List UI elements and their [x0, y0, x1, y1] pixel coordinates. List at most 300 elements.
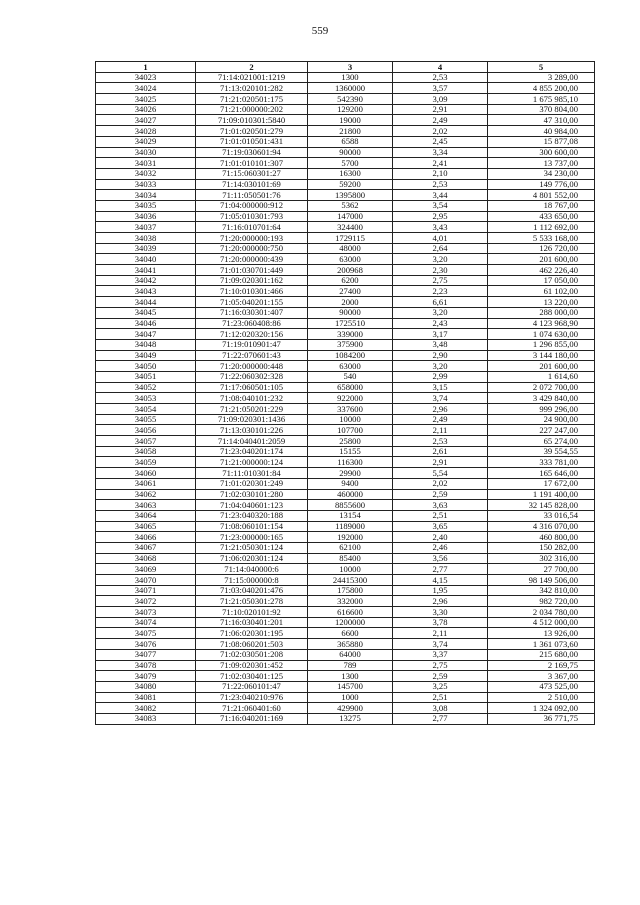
table-row	[96, 382, 595, 393]
area-cell: 1360000	[308, 83, 393, 94]
rate-cell: 2,91	[393, 104, 488, 115]
value-cell: 300 600,00	[488, 147, 595, 158]
table-row	[96, 671, 595, 682]
table-row	[96, 211, 595, 222]
row-number-cell: 34034	[96, 190, 196, 201]
table-row	[96, 692, 595, 703]
area-cell: 24415300	[308, 575, 393, 586]
area-cell: 324400	[308, 222, 393, 233]
rate-cell: 3,25	[393, 681, 488, 692]
row-number-cell: 34050	[96, 361, 196, 372]
row-number-cell: 34045	[96, 307, 196, 318]
row-number-cell: 34061	[96, 478, 196, 489]
table-row	[96, 489, 595, 500]
cadastral-number-cell: 71:21:000000:124	[196, 457, 308, 468]
table-row	[96, 596, 595, 607]
area-cell: 200968	[308, 265, 393, 276]
area-cell: 145700	[308, 681, 393, 692]
value-cell: 17 050,00	[488, 275, 595, 286]
cadastral-number-cell: 71:10:020101:92	[196, 607, 308, 618]
rate-cell: 2,40	[393, 532, 488, 543]
cadastral-number-cell: 71:04:000000:912	[196, 200, 308, 211]
area-cell: 16300	[308, 168, 393, 179]
value-cell: 227 247,00	[488, 425, 595, 436]
cadastral-number-cell: 71:01:020301:249	[196, 478, 308, 489]
cadastral-number-cell: 71:08:060101:154	[196, 521, 308, 532]
cadastral-number-cell: 71:23:060408:86	[196, 318, 308, 329]
table-row	[96, 628, 595, 639]
table-row	[96, 681, 595, 692]
value-cell: 2 510,00	[488, 692, 595, 703]
value-cell: 1 296 855,00	[488, 339, 595, 350]
area-cell: 19000	[308, 115, 393, 126]
area-cell: 1300	[308, 671, 393, 682]
column-header-2: 2	[196, 62, 308, 73]
value-cell: 201 600,00	[488, 361, 595, 372]
table-row	[96, 126, 595, 137]
rate-cell: 3,34	[393, 147, 488, 158]
rate-cell: 3,54	[393, 200, 488, 211]
rate-cell: 2,77	[393, 564, 488, 575]
rate-cell: 2,11	[393, 425, 488, 436]
row-number-cell: 34068	[96, 553, 196, 564]
value-cell: 98 149 506,00	[488, 575, 595, 586]
table-row	[96, 318, 595, 329]
rate-cell: 3,48	[393, 339, 488, 350]
area-cell: 922000	[308, 393, 393, 404]
area-cell: 6200	[308, 275, 393, 286]
row-number-cell: 34032	[96, 168, 196, 179]
rate-cell: 3,30	[393, 607, 488, 618]
cadastral-number-cell: 71:23:040210:976	[196, 692, 308, 703]
table-row	[96, 371, 595, 382]
value-cell: 149 776,00	[488, 179, 595, 190]
table-row	[96, 457, 595, 468]
value-cell: 18 767,00	[488, 200, 595, 211]
table-header-row	[96, 62, 595, 73]
cadastral-number-cell: 71:08:040101:232	[196, 393, 308, 404]
table-row	[96, 222, 595, 233]
table-row	[96, 265, 595, 276]
table-row	[96, 510, 595, 521]
cadastral-number-cell: 71:13:030101:226	[196, 425, 308, 436]
table-row	[96, 179, 595, 190]
value-cell: 4 801 552,00	[488, 190, 595, 201]
area-cell: 5362	[308, 200, 393, 211]
cadastral-number-cell: 71:08:060201:503	[196, 639, 308, 650]
table-row	[96, 94, 595, 105]
row-number-cell: 34077	[96, 649, 196, 660]
row-number-cell: 34048	[96, 339, 196, 350]
row-number-cell: 34036	[96, 211, 196, 222]
row-number-cell: 34074	[96, 617, 196, 628]
cadastral-number-cell: 71:21:000000:202	[196, 104, 308, 115]
area-cell: 9400	[308, 478, 393, 489]
row-number-cell: 34071	[96, 585, 196, 596]
table-row	[96, 585, 595, 596]
cadastral-number-cell: 71:17:060501:105	[196, 382, 308, 393]
rate-cell: 2,41	[393, 158, 488, 169]
table-row	[96, 660, 595, 671]
cadastral-number-cell: 71:03:040201:476	[196, 585, 308, 596]
value-cell: 13 926,00	[488, 628, 595, 639]
cadastral-number-cell: 71:01:010501:431	[196, 136, 308, 147]
area-cell: 540	[308, 371, 393, 382]
row-number-cell: 34053	[96, 393, 196, 404]
table-row	[96, 607, 595, 618]
cadastral-number-cell: 71:06:020301:124	[196, 553, 308, 564]
area-cell: 48000	[308, 243, 393, 254]
row-number-cell: 34049	[96, 350, 196, 361]
area-cell: 375900	[308, 339, 393, 350]
rate-cell: 2,59	[393, 671, 488, 682]
row-number-cell: 34030	[96, 147, 196, 158]
row-number-cell: 34047	[96, 329, 196, 340]
row-number-cell: 34060	[96, 468, 196, 479]
rate-cell: 2,53	[393, 179, 488, 190]
row-number-cell: 34027	[96, 115, 196, 126]
area-cell: 63000	[308, 361, 393, 372]
row-number-cell: 34023	[96, 72, 196, 83]
rate-cell: 3,37	[393, 649, 488, 660]
area-cell: 1725510	[308, 318, 393, 329]
rate-cell: 3,20	[393, 361, 488, 372]
table-row	[96, 575, 595, 586]
area-cell: 5700	[308, 158, 393, 169]
table-row	[96, 104, 595, 115]
rate-cell: 3,20	[393, 307, 488, 318]
table-body	[96, 72, 595, 724]
rate-cell: 2,59	[393, 489, 488, 500]
row-number-cell: 34069	[96, 564, 196, 575]
row-number-cell: 34067	[96, 542, 196, 553]
cadastral-number-cell: 71:22:070601:43	[196, 350, 308, 361]
value-cell: 4 316 070,00	[488, 521, 595, 532]
value-cell: 150 282,00	[488, 542, 595, 553]
row-number-cell: 34059	[96, 457, 196, 468]
table-row	[96, 436, 595, 447]
area-cell: 21800	[308, 126, 393, 137]
cadastral-number-cell: 71:22:060302:328	[196, 371, 308, 382]
row-number-cell: 34054	[96, 404, 196, 415]
table-row	[96, 275, 595, 286]
row-number-cell: 34043	[96, 286, 196, 297]
area-cell: 10000	[308, 414, 393, 425]
row-number-cell: 34064	[96, 510, 196, 521]
row-number-cell: 34080	[96, 681, 196, 692]
cadastral-number-cell: 71:06:020301:195	[196, 628, 308, 639]
area-cell: 1000	[308, 692, 393, 703]
rate-cell: 2,49	[393, 115, 488, 126]
table-row	[96, 168, 595, 179]
value-cell: 34 230,00	[488, 168, 595, 179]
cadastral-number-cell: 71:01:020501:279	[196, 126, 308, 137]
value-cell: 4 123 968,90	[488, 318, 595, 329]
value-cell: 3 289,00	[488, 72, 595, 83]
rate-cell: 3,08	[393, 703, 488, 714]
cadastral-number-cell: 71:16:030301:407	[196, 307, 308, 318]
table-row	[96, 147, 595, 158]
area-cell: 13275	[308, 713, 393, 724]
cadastral-number-cell: 71:21:060401:60	[196, 703, 308, 714]
table-row	[96, 521, 595, 532]
rate-cell: 2,43	[393, 318, 488, 329]
area-cell: 15155	[308, 446, 393, 457]
rate-cell: 3,56	[393, 553, 488, 564]
area-cell: 8855600	[308, 500, 393, 511]
value-cell: 1 324 092,00	[488, 703, 595, 714]
rate-cell: 3,74	[393, 639, 488, 650]
value-cell: 462 226,40	[488, 265, 595, 276]
value-cell: 15 877,08	[488, 136, 595, 147]
area-cell: 1395800	[308, 190, 393, 201]
value-cell: 2 034 780,00	[488, 607, 595, 618]
table-row	[96, 297, 595, 308]
cadastral-number-cell: 71:16:010701:64	[196, 222, 308, 233]
table-row	[96, 329, 595, 340]
area-cell: 90000	[308, 147, 393, 158]
table-row	[96, 414, 595, 425]
cadastral-number-cell: 71:20:000000:750	[196, 243, 308, 254]
row-number-cell: 34062	[96, 489, 196, 500]
row-number-cell: 34035	[96, 200, 196, 211]
row-number-cell: 34081	[96, 692, 196, 703]
table-row	[96, 532, 595, 543]
value-cell: 982 720,00	[488, 596, 595, 607]
table-row	[96, 136, 595, 147]
area-cell: 339000	[308, 329, 393, 340]
value-cell: 1 614,60	[488, 371, 595, 382]
row-number-cell: 34025	[96, 94, 196, 105]
value-cell: 4 512 000,00	[488, 617, 595, 628]
table-row	[96, 713, 595, 724]
value-cell: 215 680,00	[488, 649, 595, 660]
row-number-cell: 34070	[96, 575, 196, 586]
rate-cell: 2,96	[393, 596, 488, 607]
rate-cell: 2,49	[393, 414, 488, 425]
rate-cell: 3,20	[393, 254, 488, 265]
row-number-cell: 34076	[96, 639, 196, 650]
table-row	[96, 158, 595, 169]
cadastral-number-cell: 71:21:050201:229	[196, 404, 308, 415]
cadastral-number-cell: 71:09:020301:452	[196, 660, 308, 671]
rate-cell: 2,23	[393, 286, 488, 297]
rate-cell: 2,96	[393, 404, 488, 415]
rate-cell: 2,46	[393, 542, 488, 553]
rate-cell: 3,43	[393, 222, 488, 233]
row-number-cell: 34058	[96, 446, 196, 457]
row-number-cell: 34026	[96, 104, 196, 115]
table-row	[96, 200, 595, 211]
table-row	[96, 243, 595, 254]
cadastral-number-cell: 71:14:040000:6	[196, 564, 308, 575]
row-number-cell: 34039	[96, 243, 196, 254]
cadastral-number-cell: 71:14:021001:1219	[196, 72, 308, 83]
row-number-cell: 34037	[96, 222, 196, 233]
rate-cell: 2,10	[393, 168, 488, 179]
cadastral-number-cell: 71:09:010301:5840	[196, 115, 308, 126]
area-cell: 85400	[308, 553, 393, 564]
rate-cell: 2,99	[393, 371, 488, 382]
value-cell: 370 804,00	[488, 104, 595, 115]
cadastral-number-cell: 71:23:040320:188	[196, 510, 308, 521]
cadastral-number-cell: 71:09:020301:1436	[196, 414, 308, 425]
rate-cell: 2,45	[393, 136, 488, 147]
row-number-cell: 34041	[96, 265, 196, 276]
rate-cell: 3,74	[393, 393, 488, 404]
value-cell: 126 720,00	[488, 243, 595, 254]
row-number-cell: 34040	[96, 254, 196, 265]
area-cell: 27400	[308, 286, 393, 297]
row-number-cell: 34024	[96, 83, 196, 94]
area-cell: 1200000	[308, 617, 393, 628]
cadastral-number-cell: 71:10:010301:466	[196, 286, 308, 297]
row-number-cell: 34057	[96, 436, 196, 447]
rate-cell: 2,64	[393, 243, 488, 254]
rate-cell: 2,02	[393, 478, 488, 489]
value-cell: 302 316,00	[488, 553, 595, 564]
rate-cell: 2,02	[393, 126, 488, 137]
area-cell: 365880	[308, 639, 393, 650]
area-cell: 429900	[308, 703, 393, 714]
area-cell: 129200	[308, 104, 393, 115]
rate-cell: 3,15	[393, 382, 488, 393]
row-number-cell: 34082	[96, 703, 196, 714]
cadastral-number-cell: 71:02:030501:208	[196, 649, 308, 660]
table-row	[96, 703, 595, 714]
area-cell: 10000	[308, 564, 393, 575]
value-cell: 433 650,00	[488, 211, 595, 222]
table-row	[96, 72, 595, 83]
row-number-cell: 34028	[96, 126, 196, 137]
area-cell: 90000	[308, 307, 393, 318]
value-cell: 288 000,00	[488, 307, 595, 318]
row-number-cell: 34031	[96, 158, 196, 169]
value-cell: 61 102,00	[488, 286, 595, 297]
rate-cell: 2,75	[393, 275, 488, 286]
cadastral-number-cell: 71:01:010101:307	[196, 158, 308, 169]
cadastral-number-cell: 71:23:000000:165	[196, 532, 308, 543]
area-cell: 1084200	[308, 350, 393, 361]
area-cell: 1189000	[308, 521, 393, 532]
cadastral-number-cell: 71:02:030401:125	[196, 671, 308, 682]
table-row	[96, 361, 595, 372]
row-number-cell: 34083	[96, 713, 196, 724]
value-cell: 4 855 200,00	[488, 83, 595, 94]
column-header-5: 5	[488, 62, 595, 73]
row-number-cell: 34038	[96, 233, 196, 244]
rate-cell: 3,44	[393, 190, 488, 201]
page-number: 559	[311, 25, 329, 37]
rate-cell: 3,57	[393, 83, 488, 94]
value-cell: 1 074 630,00	[488, 329, 595, 340]
value-cell: 460 800,00	[488, 532, 595, 543]
value-cell: 342 810,00	[488, 585, 595, 596]
area-cell: 64000	[308, 649, 393, 660]
rate-cell: 2,30	[393, 265, 488, 276]
area-cell: 13154	[308, 510, 393, 521]
table-row	[96, 542, 595, 553]
value-cell: 3 429 840,00	[488, 393, 595, 404]
rate-cell: 3,78	[393, 617, 488, 628]
area-cell: 2000	[308, 297, 393, 308]
table-row	[96, 190, 595, 201]
rate-cell: 3,65	[393, 521, 488, 532]
table-row	[96, 564, 595, 575]
rate-cell: 1,95	[393, 585, 488, 596]
area-cell: 175800	[308, 585, 393, 596]
rate-cell: 2,90	[393, 350, 488, 361]
area-cell: 107700	[308, 425, 393, 436]
rate-cell: 2,53	[393, 436, 488, 447]
table-row	[96, 404, 595, 415]
row-number-cell: 34075	[96, 628, 196, 639]
rate-cell: 2,61	[393, 446, 488, 457]
cadastral-number-cell: 71:12:020320:156	[196, 329, 308, 340]
value-cell: 3 367,00	[488, 671, 595, 682]
row-number-cell: 34065	[96, 521, 196, 532]
value-cell: 32 145 828,00	[488, 500, 595, 511]
area-cell: 116300	[308, 457, 393, 468]
table-row	[96, 425, 595, 436]
cadastral-number-cell: 71:21:050301:124	[196, 542, 308, 553]
rate-cell: 2,51	[393, 510, 488, 521]
table-row	[96, 478, 595, 489]
area-cell: 59200	[308, 179, 393, 190]
rate-cell: 4,15	[393, 575, 488, 586]
value-cell: 999 296,00	[488, 404, 595, 415]
cadastral-number-cell: 71:20:000000:193	[196, 233, 308, 244]
cadastral-number-cell: 71:23:040201:174	[196, 446, 308, 457]
rate-cell: 2,95	[393, 211, 488, 222]
table-row	[96, 350, 595, 361]
cadastral-number-cell: 71:05:010301:793	[196, 211, 308, 222]
cadastral-number-cell: 71:11:010301:84	[196, 468, 308, 479]
area-cell: 332000	[308, 596, 393, 607]
area-cell: 658000	[308, 382, 393, 393]
cadastral-number-cell: 71:09:020301:162	[196, 275, 308, 286]
row-number-cell: 34046	[96, 318, 196, 329]
cadastral-number-cell: 71:20:000000:439	[196, 254, 308, 265]
row-number-cell: 34055	[96, 414, 196, 425]
value-cell: 27 700,00	[488, 564, 595, 575]
column-header-1: 1	[96, 62, 196, 73]
column-header-4: 4	[393, 62, 488, 73]
data-table	[95, 61, 595, 725]
value-cell: 17 672,00	[488, 478, 595, 489]
cadastral-number-cell: 71:21:050301:278	[196, 596, 308, 607]
value-cell: 13 737,00	[488, 158, 595, 169]
table-row	[96, 617, 595, 628]
value-cell: 65 274,00	[488, 436, 595, 447]
table-row	[96, 339, 595, 350]
rate-cell: 3,63	[393, 500, 488, 511]
area-cell: 29900	[308, 468, 393, 479]
area-cell: 25800	[308, 436, 393, 447]
table-row	[96, 286, 595, 297]
cadastral-number-cell: 71:05:040201:155	[196, 297, 308, 308]
area-cell: 192000	[308, 532, 393, 543]
value-cell: 5 533 168,00	[488, 233, 595, 244]
table-row	[96, 553, 595, 564]
value-cell: 1 361 073,60	[488, 639, 595, 650]
table-row	[96, 83, 595, 94]
table-row	[96, 446, 595, 457]
cadastral-number-cell: 71:14:030101:69	[196, 179, 308, 190]
value-cell: 24 900,00	[488, 414, 595, 425]
area-cell: 616600	[308, 607, 393, 618]
value-cell: 3 144 180,00	[488, 350, 595, 361]
